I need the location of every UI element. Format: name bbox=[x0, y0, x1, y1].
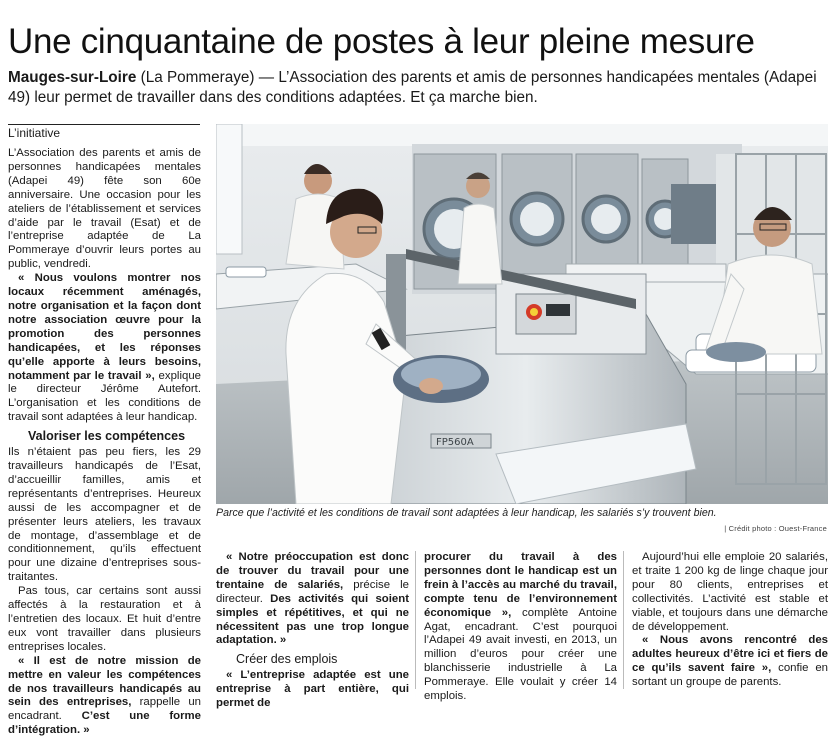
col2-attribution: précise le directeur. bbox=[216, 578, 409, 605]
lede bbox=[8, 68, 828, 107]
headline: Une cinquantaine de postes à leur pleine mesure bbox=[8, 22, 755, 61]
col1-paragraph-4: Pas tous, car certains sont aussi affectés à la restauration et à l’entretien des locaux. Et huit d’entre eux vont travailler dans plusieurs entreprises locales. bbox=[8, 585, 201, 653]
photo-caption: Parce que l’activité et les conditions de travail sont adaptées à leur handicap, les salariés s’y trouvent bien. bbox=[216, 507, 717, 519]
col3-rest: complète Antoine Agat, encadrant. C’est pourquoi l’Adapei 49 avait investi, en 2013, un million d’euros pour créer une blanchisserie industrielle à La Pommeraye. Elle voulait y créer 14 emplois. bbox=[424, 606, 617, 703]
col1-quote-1: « Nous voulons montrer nos locaux récemment aménagés, notre organisation et la façon dont notre association œuvre pour la promotion des personnes handicapées, et les réponses qu’elle apporte à leurs besoins, notamment par le travail », bbox=[8, 272, 201, 382]
col3-paragraph-1 bbox=[424, 551, 617, 704]
column-1 bbox=[8, 147, 201, 738]
photo-credit: | Crédit photo : Ouest-France bbox=[724, 524, 827, 533]
column-4 bbox=[632, 551, 828, 690]
col1-paragraph-1: L’Association des parents et amis de personnes handicapées mentales (Adapei 49) fête son 60e anniversaire. Une occasion pour les ateliers de l’établissement et services d’aide par le travail (Esat) et de l’entreprise adaptée de La Pommeraye d’ouvrir leurs portes au public, vendredi. bbox=[8, 147, 201, 271]
col2-paragraph-1 bbox=[216, 551, 409, 648]
col1-paragraph-3: Ils n’étaient pas peu fiers, les 29 travailleurs handicapés de l’Esat, d’accueillir familles, amis et représentants d’entreprises. Heureux aussi de les accompagner et de présenter leurs ateliers, les travaux de montage, d’assemblage et de conditionnement, qu’ils effectuent pour une dizaine d’entreprises sous-traitantes. bbox=[8, 446, 201, 584]
col4-quote: « Nous avons rencontré des adultes heureux d’être ici et fiers de ce qu’ils savent faire », bbox=[632, 634, 828, 675]
lede-text: L’Association des parents et amis de personnes handicapées mentales (Adapei 49) leur permet de travailler dans des conditions adaptées. Et ça marche bien. bbox=[8, 69, 817, 106]
col2-quote-1: « Notre préoccupation est donc de trouver du travail pour une trentaine de salariés, bbox=[216, 551, 409, 591]
col1-paragraph-2 bbox=[8, 272, 201, 425]
rubric-rule bbox=[8, 124, 200, 125]
col3-quote: procurer du travail à des personnes dont le handicap est un frein à l’accès au marché du travail, compte tenu de l’environnement économique », bbox=[424, 551, 617, 619]
lede-place-detail: (La Pommeraye) — bbox=[140, 69, 275, 86]
column-2 bbox=[216, 551, 409, 711]
col1-attribution-1: explique le directeur Jérôme Autefort. L’organisation et les conditions de travail sont adaptées à leur handicap. bbox=[8, 369, 201, 424]
col1-quote-3: C’est une forme d’intégration. » bbox=[8, 710, 201, 737]
column-divider bbox=[623, 551, 624, 689]
col4-paragraph-2 bbox=[632, 634, 828, 690]
col1-paragraph-5 bbox=[8, 655, 201, 738]
col2-quote-2: Des activités qui soient simples et répétitives, et qui ne nécessitent pas une trop longue adaptation. » bbox=[216, 592, 409, 647]
col4-paragraph-1: Aujourd’hui elle emploie 20 salariés, et traite 1 200 kg de linge chaque jour pour 80 clients, entreprises et collectivités. L’activité est stable et viable, et toujours dans une démarche de développement. bbox=[632, 551, 828, 633]
col1-quote-2: « Il est de notre mission de mettre en valeur les compétences de nos travailleurs handicapés au sein des entreprises, bbox=[8, 654, 201, 709]
col4-rest: confie en sortant un groupe de parents. bbox=[632, 662, 828, 689]
column-divider bbox=[415, 551, 416, 689]
rubric-label: L’initiative bbox=[8, 126, 61, 140]
column-3 bbox=[424, 551, 617, 704]
lede-place: Mauges-sur-Loire bbox=[8, 69, 137, 86]
laundry-photo bbox=[216, 124, 828, 504]
subhead-creer: Créer des emplois bbox=[236, 652, 338, 667]
subhead-valoriser: Valoriser les compétences bbox=[28, 429, 186, 444]
col1-attribution-2: rappelle un encadrant. bbox=[8, 696, 202, 723]
col2-quote-3: « L’entreprise adaptée est une entreprise à part entière, qui permet de bbox=[216, 669, 409, 710]
laundry-illustration bbox=[216, 124, 828, 504]
col2-paragraph-2 bbox=[216, 669, 409, 711]
machine-label: FP560A bbox=[436, 437, 474, 448]
